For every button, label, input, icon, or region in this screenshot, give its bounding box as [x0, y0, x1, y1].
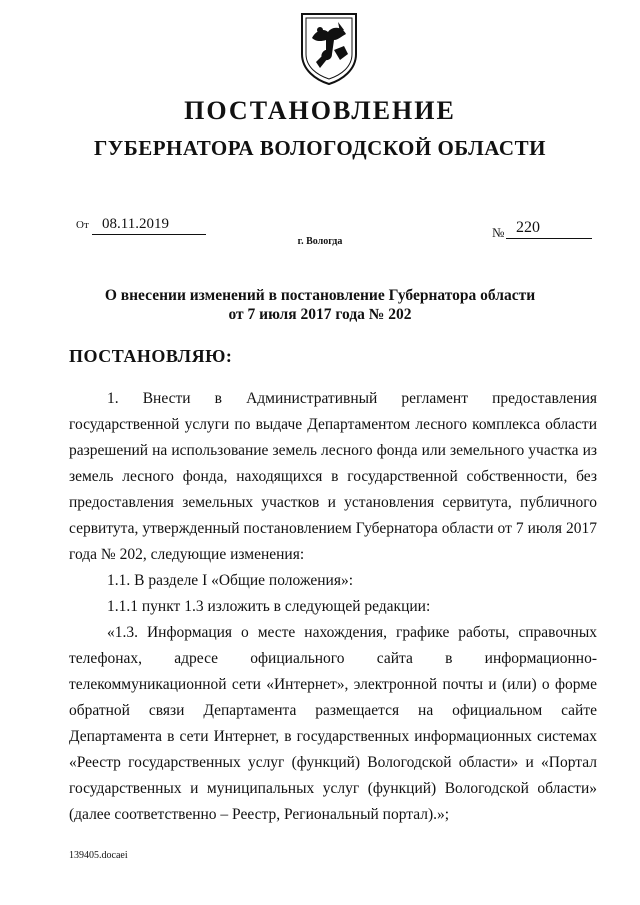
date-value: 08.11.2019	[92, 214, 206, 235]
coat-of-arms-emblem	[298, 10, 360, 86]
decree-heading: ПОСТАНОВЛЯЮ:	[69, 346, 233, 366]
document-body	[69, 386, 597, 828]
paragraph: 1.1. В разделе I «Общие положения»:	[107, 572, 354, 589]
paragraph: 1.1.1 пункт 1.3 изложить в следующей редакции:	[107, 598, 431, 615]
number-value: 220	[506, 218, 592, 239]
city-label: г. Вологда	[297, 236, 343, 247]
paragraph: «1.3. Информация о месте нахождения, графике работы, справочных телефонах, адресе официального сайта в информационно-телекоммуникационной сети «Интернет», электронной почты и (или) о форме обратной связи Департамента размещается на официальном сайте Департамента в сети Интернет, в государственных информационных системах «Реестр государственных услуг (функций) Вологодской области» и «Портал государственных и муниципальных услуг (функций) Вологодской области» (далее соответственно – Реестр, Региональный портал).»;	[69, 624, 597, 823]
number-label: №	[492, 225, 505, 240]
document-subtitle: ГУБЕРНАТОРА ВОЛОГОДСКОЙ ОБЛАСТИ	[94, 136, 546, 160]
paragraph: 1. Внести в Административный регламент предоставления государственной услуги по выдаче Департаментом лесного комплекса области разрешений на использование земель лесного фонда или земельного участка из земель лесного фонда, находящихся в государственной собственности, без предоставления земельных участков и установления сервитута, публичного сервитута, утвержденный постановлением Губернатора области от 7 июля 2017 года № 202, следующие изменения:	[69, 390, 597, 563]
date-label: От	[76, 219, 89, 231]
document-subject	[0, 286, 640, 324]
subject-line-2: от 7 июля 2017 года № 202	[228, 306, 412, 323]
subject-line-1: О внесении изменений в постановление Губернатора области	[104, 287, 536, 304]
file-code: 139405.docaei	[69, 850, 128, 861]
document-title: ПОСТАНОВЛЕНИЕ	[184, 96, 456, 125]
